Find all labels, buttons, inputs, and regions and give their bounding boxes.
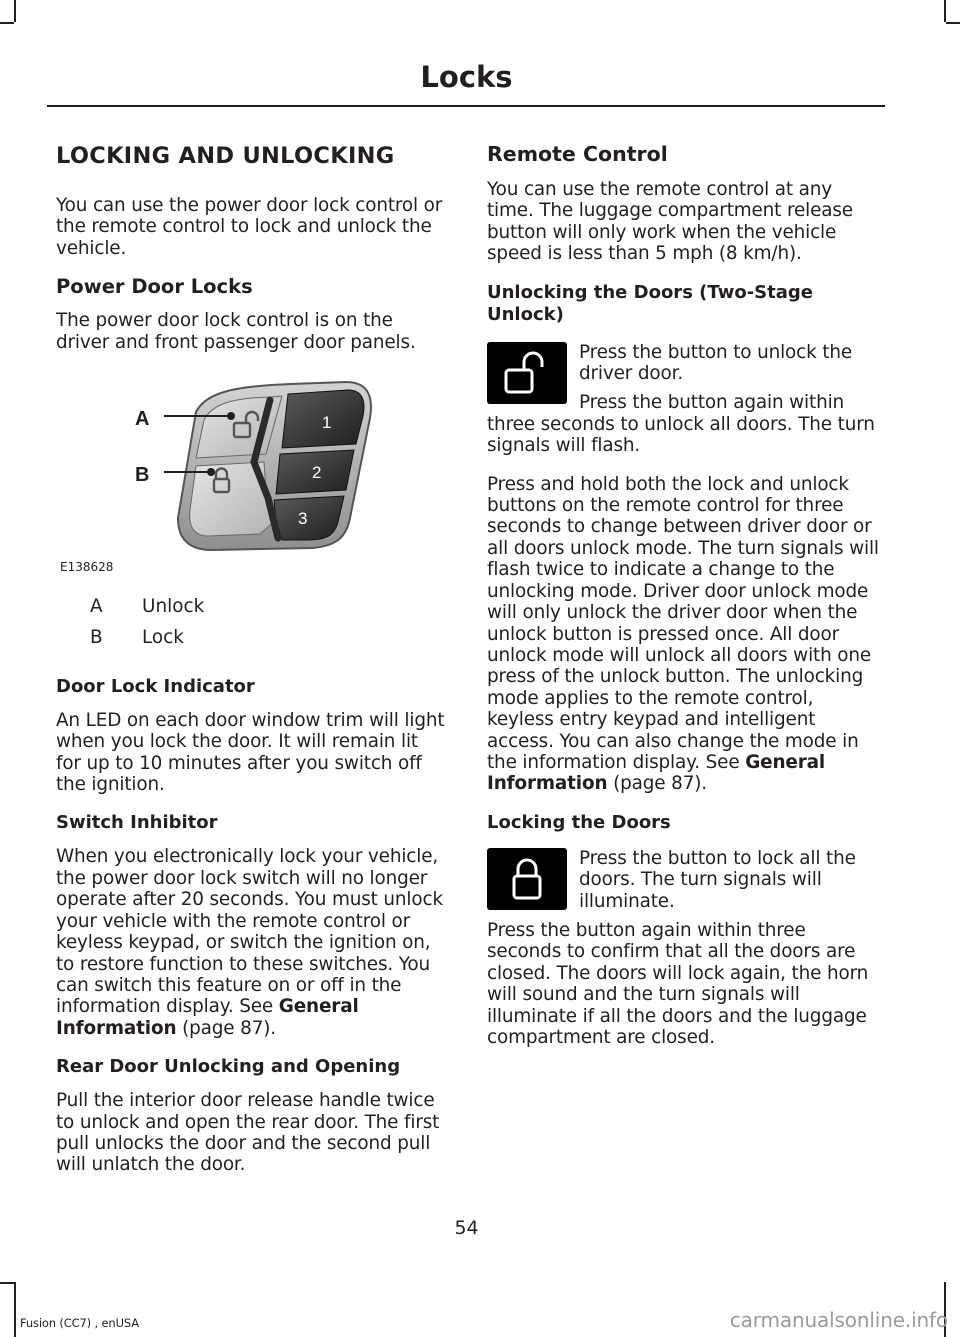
header-divider: [47, 105, 885, 107]
remote-control-text: You can use the remote control at any time. The luggage compartment release button will only work when the vehicle speed is less than 5 mph (8 km/h).: [487, 179, 853, 265]
page-number: 54: [454, 1217, 479, 1239]
unlock-instruction: [487, 342, 882, 474]
left-column: [56, 143, 448, 1193]
unlocking-doors-heading: Unlocking the Doors (Two-Stage Unlock): [487, 281, 813, 325]
unlock-button-icon: [487, 342, 567, 404]
label-b: B: [135, 464, 150, 487]
inhibitor-body: When you electronically lock your vehicle, the power door lock switch will no longer operate after 20 seconds. You must unlock your vehicle with the remote control or keyless keypad, or switch the ignition on, to restore function to these switches. You can switch this feature on or off in the information display. See: [56, 846, 443, 1018]
crop-mark: [0, 22, 14, 24]
locking-doors-heading: Locking the Doors: [487, 811, 671, 833]
callout-row: [56, 627, 448, 648]
lock-button-icon: [487, 848, 567, 910]
general-information-link[interactable]: General Information: [56, 996, 359, 1039]
lock-step-1: Press the button to lock all the doors. The turn signals will illuminate.: [579, 847, 856, 912]
power-door-locks-text: The power door lock control is on the driver and front passenger door panels.: [56, 310, 416, 353]
label-a: A: [135, 408, 150, 431]
lock-instruction: [487, 848, 882, 920]
callout-key: B: [90, 627, 103, 649]
rear-door-text: Pull the interior door release handle twice to unlock and open the rear door. The first pull unlocks the door and the second pull will unlatch the door.: [56, 1090, 440, 1176]
page-title: Locks: [420, 60, 513, 94]
memory-button-3: 3: [298, 509, 308, 529]
callout-text: Unlock: [142, 596, 205, 618]
callout-row: [56, 596, 448, 617]
remote-control-heading: Remote Control: [487, 142, 668, 166]
power-door-locks-heading: Power Door Locks: [56, 275, 253, 299]
switch-inhibitor-heading: Switch Inhibitor: [56, 812, 218, 834]
lock-step-2: Press the button again within three seconds to confirm that all the doors are closed. The doors will lock again, the horn will sound and the turn signals will illuminate if all the doors and the luggage compartment are closed.: [487, 919, 869, 1048]
unlock-step-1: Press the button to unlock the driver door.: [579, 341, 853, 385]
padlock-closed-icon: [502, 856, 552, 902]
door-lock-switch-illustration: [56, 370, 448, 570]
door-lock-indicator-heading: Door Lock Indicator: [56, 675, 255, 697]
unlock-mode-text: [487, 474, 882, 795]
section-heading: LOCKING AND UNLOCKING: [56, 143, 395, 169]
page-reference: (page 87).: [607, 773, 707, 795]
padlock-open-icon: [502, 350, 552, 396]
right-column: [487, 143, 882, 1065]
watermark: carmanualsonline.info: [729, 1308, 948, 1332]
door-lock-control-figure: [56, 370, 448, 580]
general-information-link[interactable]: General Information: [487, 751, 826, 795]
crop-mark: [0, 1282, 14, 1284]
unlock-step-2: Press the button again within three seconds to unlock all doors. The turn signals will flash.: [487, 392, 875, 457]
switch-inhibitor-text: [56, 846, 448, 1039]
footer-model: Fusion (CC7) , enUSA: [20, 1316, 139, 1330]
figure-code: E138628: [60, 560, 114, 575]
rear-door-heading: Rear Door Unlocking and Opening: [56, 1056, 401, 1078]
crop-mark: [944, 0, 946, 22]
callout-text: Lock: [142, 627, 184, 649]
page-reference: (page 87).: [176, 1017, 276, 1039]
crop-mark: [946, 22, 960, 24]
door-lock-indicator-text: An LED on each door window trim will light when you lock the door. It will remain lit for up to 10 minutes after you switch off the ignition.: [56, 709, 445, 796]
intro-paragraph: You can use the power door lock control or the remote control to lock and unlock the vehicle.: [56, 195, 443, 259]
crop-mark: [14, 1282, 16, 1337]
callout-key: A: [90, 596, 103, 618]
memory-button-1: 1: [322, 413, 332, 433]
memory-button-2: 2: [312, 463, 322, 483]
crop-mark: [14, 0, 16, 22]
unlock-mode-body: Press and hold both the lock and unlock buttons on the remote control for three seconds to change between driver door or all doors unlock mode. The turn signals will flash twice to indicate a change to the unlocking mode. Driver door unlock mode will only unlock the driver door when the unlock button is pressed once. All door unlock mode will unlock all doors with one press of the unlock button. The unlocking mode applies to the remote control, keyless entry keypad and intelligent access. You can also change the mode in the information display. See: [487, 473, 879, 773]
